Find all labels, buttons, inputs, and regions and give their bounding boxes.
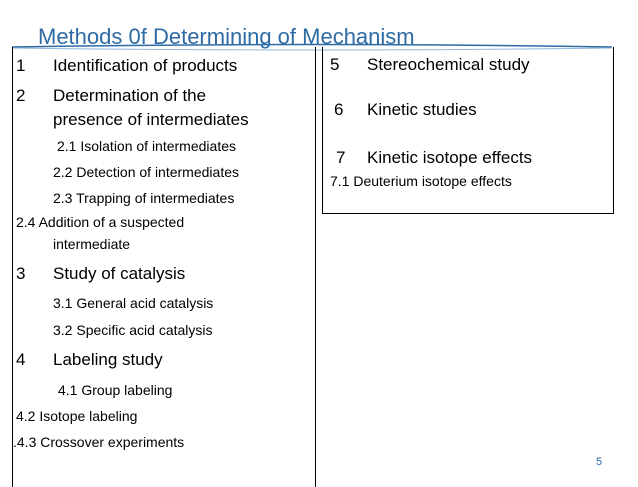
item-number: 7 bbox=[336, 148, 346, 167]
sub-item-3-2: 3.2 Specific acid catalysis bbox=[53, 322, 213, 338]
item-number: 6 bbox=[334, 100, 344, 119]
sub-item-4-3: .4.3 Crossover experiments bbox=[13, 434, 185, 450]
sub-item-2-1: 2.1 Isolation of intermediates bbox=[57, 138, 236, 154]
item-label: Identification of products bbox=[53, 56, 238, 75]
item-number: 4 bbox=[16, 350, 26, 369]
sub-item-2-4: 2.4 Addition of a suspected bbox=[16, 214, 185, 230]
item-number: 3 bbox=[16, 264, 26, 283]
item-label: Labeling study bbox=[53, 350, 163, 369]
item-label: Kinetic isotope effects bbox=[367, 148, 533, 167]
slide-title: Methods 0f Determining of Mechanism bbox=[38, 24, 415, 49]
item-number: 1 bbox=[16, 56, 26, 75]
sub-item-4-1: 4.1 Group labeling bbox=[58, 382, 173, 398]
item-label: Study of catalysis bbox=[53, 264, 186, 283]
page-number: 5 bbox=[596, 456, 603, 468]
item-number: 5 bbox=[330, 55, 340, 74]
sub-item-2-4-continued: intermediate bbox=[53, 236, 131, 252]
sub-item-3-1: 3.1 General acid catalysis bbox=[53, 295, 214, 311]
sub-item-7-1: 7.1 Deuterium isotope effects bbox=[330, 173, 512, 189]
sub-item-2-2: 2.2 Detection of intermediates bbox=[53, 164, 239, 180]
item-label: Stereochemical study bbox=[367, 55, 530, 74]
item-label: Determination of the bbox=[53, 86, 207, 105]
list-item-2-continued: presence of intermediates bbox=[53, 110, 249, 129]
item-label: Kinetic studies bbox=[367, 100, 477, 119]
item-number: 2 bbox=[16, 86, 26, 105]
sub-item-4-2: 4.2 Isotope labeling bbox=[16, 408, 138, 424]
sub-item-2-3: 2.3 Trapping of intermediates bbox=[53, 190, 235, 206]
